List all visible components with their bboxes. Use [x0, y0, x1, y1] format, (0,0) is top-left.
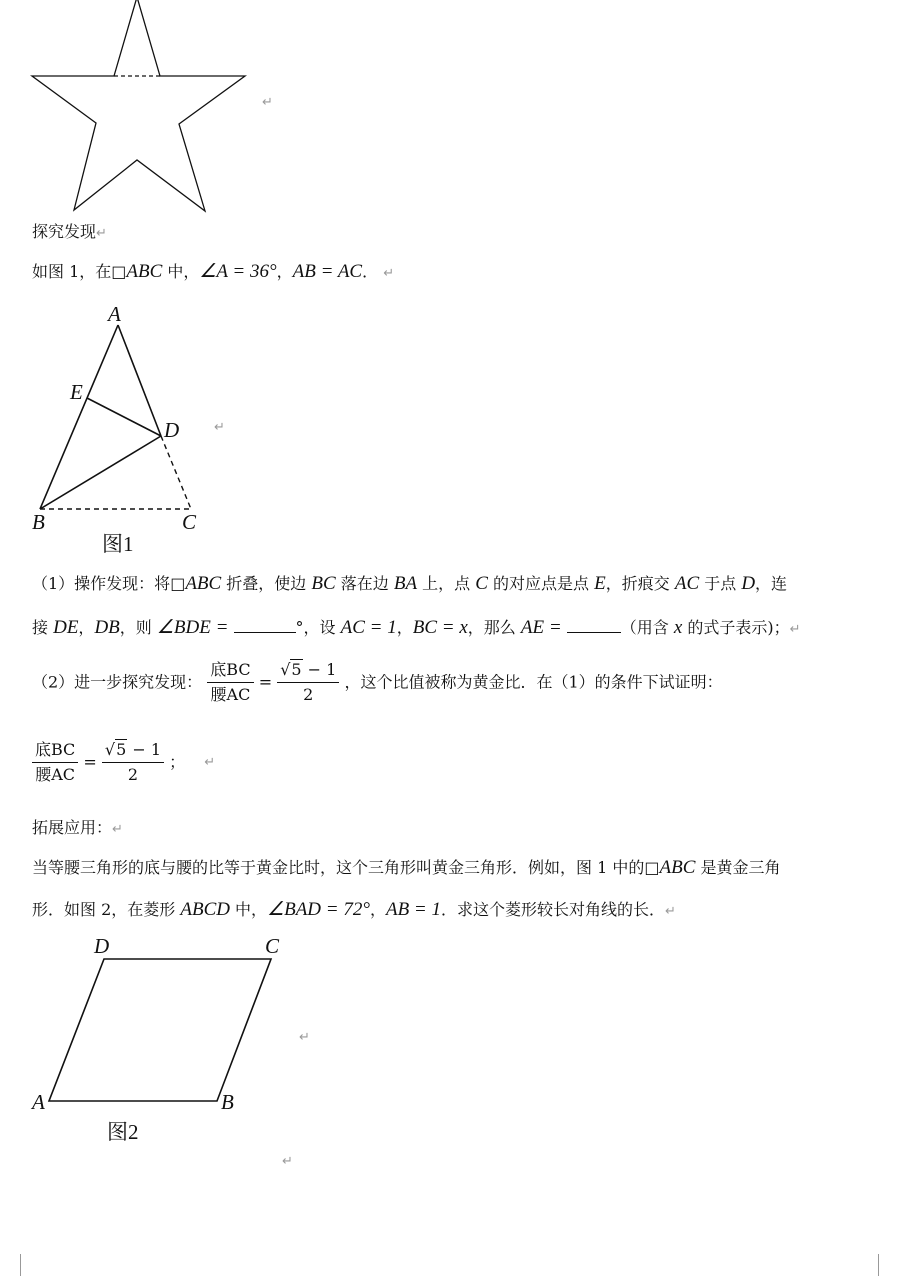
intro-line: 如图 1，在□ABC 中，∠A = 36°，AB = AC． ↵	[32, 261, 395, 282]
figure2-caption: 图2	[107, 1120, 139, 1144]
edge-dc-dashed	[161, 436, 191, 509]
page-corner-right	[878, 1254, 901, 1276]
label-c: C	[182, 510, 197, 534]
page-corner-left	[0, 1254, 21, 1276]
label-c2: C	[265, 934, 280, 958]
answer-blank-ae[interactable]	[567, 616, 621, 633]
answer-blank-angle[interactable]	[234, 616, 296, 633]
question1-line1: （1）操作发现：将□ABC 折叠，使边 BC 落在边 BA 上，点 C 的对应点是点 E，折痕交 AC 于点 D，连	[32, 573, 788, 594]
paragraph-mark: ↵	[299, 1030, 310, 1045]
label-b2: B	[221, 1090, 234, 1114]
extension-line1: 当等腰三角形的底与腰的比等于黄金比时，这个三角形叫黄金三角形．例如，图 1 中的□ABC 是黄金三角	[32, 857, 781, 878]
section-heading: 探究发现↵	[32, 222, 107, 241]
star-figure	[0, 0, 260, 215]
label-b: B	[32, 510, 45, 534]
extension-line2: 形．如图 2，在菱形 ABCD 中，∠BAD = 72°，AB = 1．求这个菱形较长对角线的长．↵	[32, 899, 676, 920]
figure1-caption: 图1	[102, 532, 134, 556]
label-a2: A	[32, 1090, 45, 1114]
figure2-rhombus	[0, 940, 300, 1120]
label-d: D	[164, 418, 180, 442]
proof-target-formula: $\frac{\text{底BC}}{\text{腰AC}}$ = $\frac{√5 - 1}{2}$ ； ↵	[32, 740, 215, 785]
star-outline	[32, 0, 245, 211]
fraction-base-leg: $\frac{\text{底BC}}{\text{腰AC}}$	[207, 660, 253, 705]
label-a: A	[108, 302, 121, 326]
edge-ad	[118, 325, 161, 436]
segment-ed	[87, 398, 161, 436]
rhombus-outline	[49, 959, 271, 1101]
question2-line: （2）进一步探究发现： $\frac{\text{底BC}}{\text{腰AC}}$ = $\frac{√5 - 1}{2}$ ，这个比值被称为黄金比．在（1）的条件下试证明：	[32, 660, 723, 704]
segment-bd	[40, 436, 161, 509]
fraction-golden-ratio: $\frac{√5 - 1}{2}$	[102, 740, 164, 785]
edge-ab	[40, 325, 118, 509]
label-d2: D	[94, 934, 110, 958]
fraction-golden-ratio: $\frac{√5 - 1}{2}$	[277, 660, 339, 705]
label-e: E	[70, 380, 83, 404]
paragraph-mark: ↵	[214, 420, 225, 435]
fraction-base-leg: $\frac{\text{底BC}}{\text{腰AC}}$	[32, 740, 78, 785]
question1-line2: 接 DE，DB，则 ∠BDE = °，设 AC = 1，BC = x，那么 AE = （用含 x 的式子表示)；↵	[32, 617, 801, 638]
paragraph-mark: ↵	[262, 95, 273, 110]
paragraph-mark: ↵	[282, 1154, 293, 1169]
extension-heading: 拓展应用：↵	[32, 818, 123, 837]
